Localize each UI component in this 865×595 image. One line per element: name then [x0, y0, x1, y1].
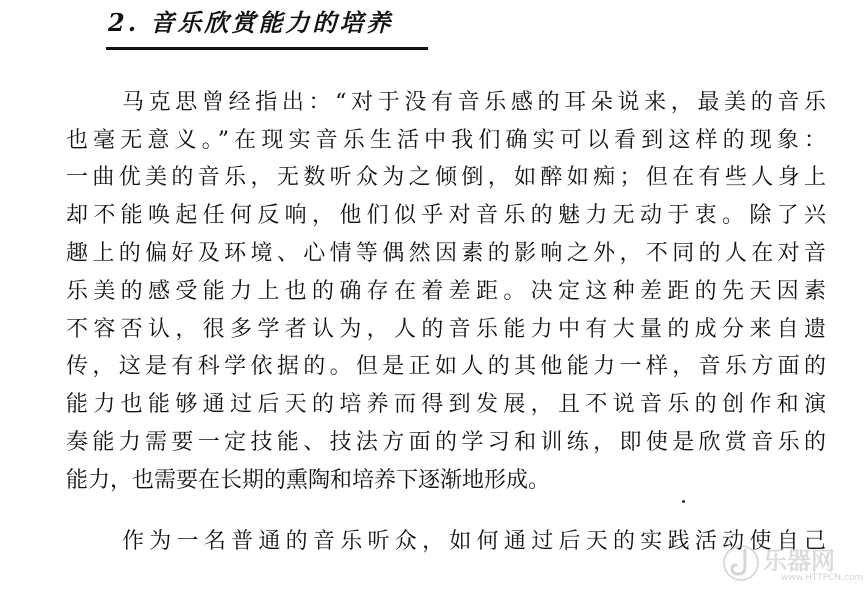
saxophone-icon [721, 543, 761, 583]
paragraph-line: 能力也能够通过后天的培养而得到发展，且不说音乐的创作和演 [66, 392, 826, 417]
paragraph-line: 趣上的偏好及环境、心情等偶然因素的影响之外，不同的人在对音 [66, 241, 826, 266]
paragraph-line: 作为一名普通的音乐听众，如何通过后天的实践活动使自己 [122, 529, 826, 554]
watermark-url: www.HTTPCN.com [781, 573, 864, 583]
paragraph-line: 奏能力需要一定技能、技法方面的学习和训练，即使是欣赏音乐的 [66, 430, 826, 455]
site-watermark [721, 539, 864, 591]
section-heading: 2. 音乐欣赏能力的培养 [108, 8, 394, 37]
paragraph-line: 不容否认，很多学者认为，人的音乐能力中有大量的成分来自遗 [66, 317, 826, 342]
paragraph-line: 也毫无意义。”在现实音乐生活中我们确实可以看到这样的现象： [66, 128, 826, 153]
scan-speck [682, 500, 685, 503]
paragraph-line: 却不能唤起任何反响，他们似乎对音乐的魅力无动于衷。除了兴 [66, 203, 826, 228]
watermark-text: 乐器网 [763, 547, 835, 575]
paragraph-line: 乐美的感受能力上也的确存在着差距。决定这种差距的先天因素 [66, 279, 826, 304]
paragraph-line: 一曲优美的音乐，无数听众为之倾倒，如醉如痴；但在有些人身上 [66, 165, 826, 190]
paragraph-line: 马克思曾经指出：“对于没有音乐感的耳朵说来，最美的音乐 [122, 90, 826, 115]
heading-underline [106, 47, 428, 50]
paragraph-line: 传，这是有科学依据的。但是正如人的其他能力一样，音乐方面的 [66, 354, 826, 379]
paragraph-line: 能力，也需要在长期的熏陶和培养下逐渐地形成。 [66, 468, 551, 493]
